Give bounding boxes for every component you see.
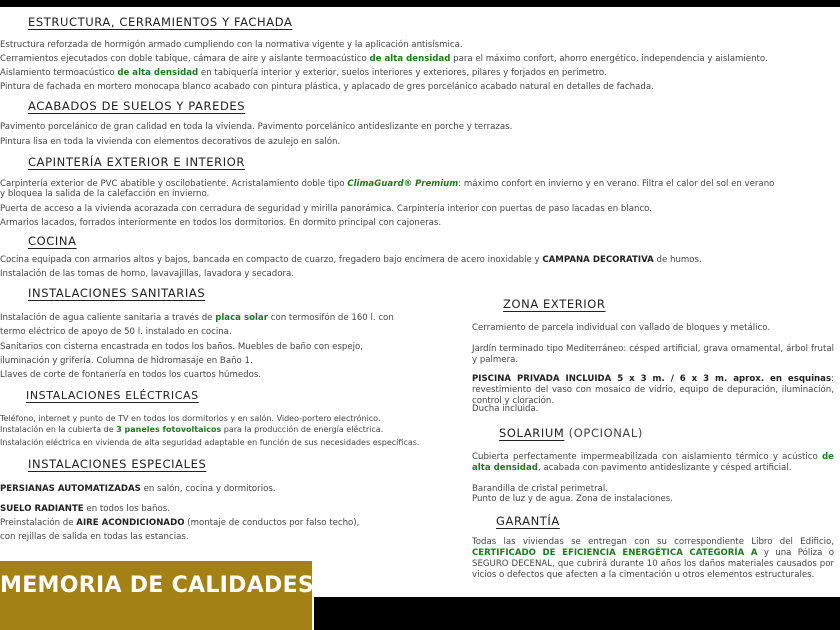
text-line: iluminación y grifería. Columna de hidromasaje en Baño 1. — [0, 356, 253, 366]
text-line: Pavimento porcelánico de gran calidad en toda la vivienda. Pavimento porcelánico antideslizante en porche y terrazas. — [0, 122, 513, 132]
text-line: Estructura reforzada de hormigón armado cumpliendo con la normativa vigente y la aplicación antisísmica. — [0, 40, 463, 50]
text-block: Jardín terminado tipo Mediterráneo: césped artificial, grava ornamental, árbol frutal y palmera. — [472, 344, 834, 365]
heading-electricas: INSTALACIONES ELÉCTRICAS — [26, 389, 199, 402]
text-line: Cerramientos ejecutados con doble tabique, cámara de aire y aislante termoacústico de alta densidad para el máximo confort, ahorro energético, independencia y aislamiento. — [0, 54, 768, 64]
text-line: Cerramiento de parcela individual con vallado de bloques y metálico. — [472, 323, 771, 333]
text-line: Instalación eléctrica en vivienda de alta seguridad adaptable en función de sus necesidades específicas. — [0, 438, 420, 447]
text-line: Ducha incluida. — [472, 404, 539, 414]
heading-acabados: ACABADOS DE SUELOS Y PAREDES — [28, 99, 246, 113]
text-line: Instalación en la cubierta de 3 paneles fotovoltaicos para la producción de energía eléctrica. — [0, 425, 384, 434]
heading-zona-exterior: ZONA EXTERIOR — [503, 297, 606, 311]
heading-especiales: INSTALACIONES ESPECIALES — [28, 457, 207, 471]
text-line: Instalación de agua caliente sanitaria a través de placa solar con termosifón de 160 l. con — [0, 313, 394, 323]
top-bar — [0, 0, 840, 7]
text-line: Llaves de corte de fontanería en todos los cuartos húmedos. — [0, 370, 262, 380]
text-line: Pintura lisa en toda la vivienda con elementos decorativos de azulejo en salón. — [0, 137, 341, 147]
text-line: Carpintería exterior de PVC abatible y oscilobatiente. Acristalamiento doble tipo ClimaGuard® Premium: máximo confort en invierno y en verano. Filtra el calor del sol en verano — [0, 179, 775, 189]
text-line: Cocina equipada con armarios altos y bajos, bancada en compacto de cuarzo, fregadero bajo encimera de acero inoxidable y CAMPANA DECORATIVA de humos. — [0, 255, 702, 265]
text-line: Puerta de acceso a la vivienda acorazada con cerradura de seguridad y mirilla panorámica. Carpintería interior con puertas de paso lacadas en blanco. — [0, 204, 653, 214]
divider — [312, 597, 314, 630]
heading-sanitarias: INSTALACIONES SANITARIAS — [28, 286, 206, 300]
text-line: Preinstalación de AIRE ACONDICIONADO (montaje de conductos por falso techo), — [0, 518, 360, 528]
text-block: PISCINA PRIVADA INCLUIDA 5 x 3 m. / 6 x 3 m. aprox. en esquinas: revestimiento del vaso con mosaico de vidrio, equipo de depuración, iluminación, control y cloración. — [472, 374, 834, 406]
heading-cocina: COCINA — [28, 234, 77, 248]
text-block: Cubierta perfectamente impermeabilizada con aislamiento térmico y acústico de alta densidad, acabada con pavimento antideslizante y césped artificial. — [472, 452, 834, 473]
text-line: Pintura de fachada en mortero monocapa blanco acabado con pintura plástica, y aplacado de gres porcelánico acabado natural en detalles de fachada. — [0, 82, 654, 92]
text-line: SUELO RADIANTE en todos los baños. — [0, 504, 170, 514]
heading-carpinteria: CAPINTERÍA EXTERIOR E INTERIOR — [28, 155, 245, 169]
text-line: Sanitarios con cisterna encastrada en todos los baños. Muebles de baño con espejo, — [0, 342, 364, 352]
text-line: Instalación de las tomas de horno, lavavajillas, lavadora y secadora. — [0, 269, 295, 279]
text-line: termo eléctrico de apoyo de 50 l. instalado en cocina. — [0, 327, 232, 337]
text-line: Punto de luz y de agua. Zona de instalaciones. — [472, 494, 674, 504]
text-block: Todas las viviendas se entregan con su correspondiente Libro del Edificio, CERTIFICADO DE EFICIENCIA ENERGÉTICA CATEGORÍA A y una Póliza o SEGURO DECENAL, que cubrirá durante 10 años los daños materiales causados por vicios o defectos que afecten a la cimentación u otros elementos estructurales. — [472, 537, 834, 580]
heading-estructura: ESTRUCTURA, CERRAMIENTOS Y FACHADA — [28, 15, 293, 29]
page-title: MEMORIA DE CALIDADES — [0, 573, 315, 598]
heading-solarium: SOLARIUM (OPCIONAL) — [499, 426, 643, 440]
text-line: PERSIANAS AUTOMATIZADAS en salón, cocina y dormitorios. — [0, 484, 276, 494]
text-line: Armarios lacados, forrados interiormente en todos los dormitorios. En dormito principal con cajoneras. — [0, 218, 442, 228]
text-line: y bloquea la salida de la calefacción en invierno. — [0, 189, 210, 199]
heading-garantia: GARANTÍA — [496, 514, 560, 528]
text-line: Barandilla de cristal perimetral. — [472, 484, 608, 494]
text-line: Aislamiento termoacústico de alta densidad en tabiquería interior y exterior, suelos interiores y exteriores, pilares y forjados en perímetro. — [0, 68, 607, 78]
text-line: con rejillas de salida en todas las estancias. — [0, 532, 189, 542]
text-line: Teléfono, internet y punto de TV en todos los dormitorios y en salón. Video-portero electrónico. — [0, 414, 381, 423]
